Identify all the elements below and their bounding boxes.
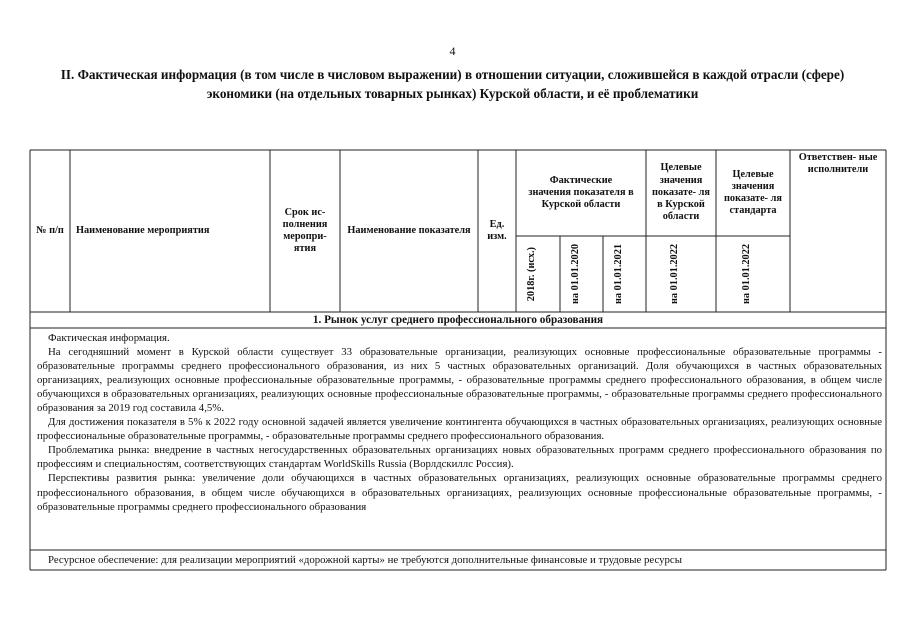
header-unit: Ед. изм. bbox=[487, 218, 507, 242]
header-indicator: Наименование показателя bbox=[347, 224, 471, 236]
subheader-target-standard-date-text: на 01.01.2022 bbox=[741, 244, 752, 304]
header-target-region: Целевые значения показате- ля в Курской области bbox=[651, 162, 710, 223]
page-number: 4 bbox=[449, 44, 456, 58]
subheader-2018 bbox=[516, 236, 560, 312]
header-deadline: Срок ис- полнения меропри- ятия bbox=[282, 206, 328, 255]
paragraph-problems: Проблематика рынка: внедрение в частных негосударственных образовательных организациях новых образовательных программ среднего профессионального образования по профессиям и специальностям, соответствующих стандартам WorldSkills Russia (Ворлдскиллс Россия). bbox=[37, 444, 882, 471]
header-activity: Наименование мероприятия bbox=[76, 224, 210, 236]
header-target-standard: Целевые значения показате- ля стандарта bbox=[723, 168, 782, 217]
subheader-target-standard-date bbox=[716, 236, 790, 312]
header-responsible: Ответствен- ные исполнители bbox=[798, 152, 878, 176]
section-title: 1. Рынок услуг среднего профессионального образования bbox=[312, 314, 604, 326]
header-num: № п/п bbox=[36, 224, 64, 236]
document-heading: II. Фактическая информация (в том числе в числовом выражении) в отношении ситуации, сложившейся в каждой отрасли (сфере) экономики (на отдельных товарных рынках) Курской области, и её проблематики bbox=[60, 67, 845, 101]
subheader-2020-text: на 01.01.2020 bbox=[569, 244, 581, 304]
paragraph-intro: Фактическая информация. bbox=[48, 332, 170, 344]
subheader-2020 bbox=[560, 236, 603, 312]
header-actual-values: Фактические значения показателя в Курской области bbox=[528, 174, 634, 211]
paragraph-goal: Для достижения показателя в 5% к 2022 году основной задачей является увеличение контингента обучающихся в частных образовательных организациях, реализующих основные профессиональные образовательные программы, - образовательные программы среднего профессионального образования. bbox=[37, 416, 882, 443]
paragraph-prospects: Перспективы развития рынка: увеличение доли обучающихся в частных образовательных организациях, реализующих основные образовательные программы среднего профессионального образования, в общем числе обучающихся в образовательных организациях, реализующих основные профессиональные образовательные программы, - образовательные программы среднего профессионального образования bbox=[37, 472, 882, 513]
subheader-target-region-date-text: на 01.01.2022 bbox=[669, 244, 680, 304]
subheader-target-region-date bbox=[646, 236, 716, 312]
subheader-2021 bbox=[603, 236, 646, 312]
section-body bbox=[37, 331, 882, 514]
subheader-2021-text: на 01.01.2021 bbox=[612, 244, 624, 304]
paragraph-current-state: На сегодняшний момент в Курской области существует 33 образовательные организации, реализующих основные профессиональные образовательные программы - образовательные программы среднего профессионального образования, из них 5 частных образовательных организаций. Доля обучающихся в частных образовательных организациях, реализующих основные профессиональные образовательные программы, - образовательные программы среднего профессионального образования, в общем числе обучающихся в образовательных организациях, реализующих основные профессиональные образовательные программы, - образовательные программы среднего профессионального образования за 2019 год составила 4,5%. bbox=[37, 346, 882, 415]
resources-text: Ресурсное обеспечение: для реализации мероприятий «дорожной карты» не требуются дополнительные финансовые и трудовые ресурсы bbox=[48, 554, 682, 566]
subheader-2018-text: 2018г. (исх.) bbox=[526, 246, 537, 302]
